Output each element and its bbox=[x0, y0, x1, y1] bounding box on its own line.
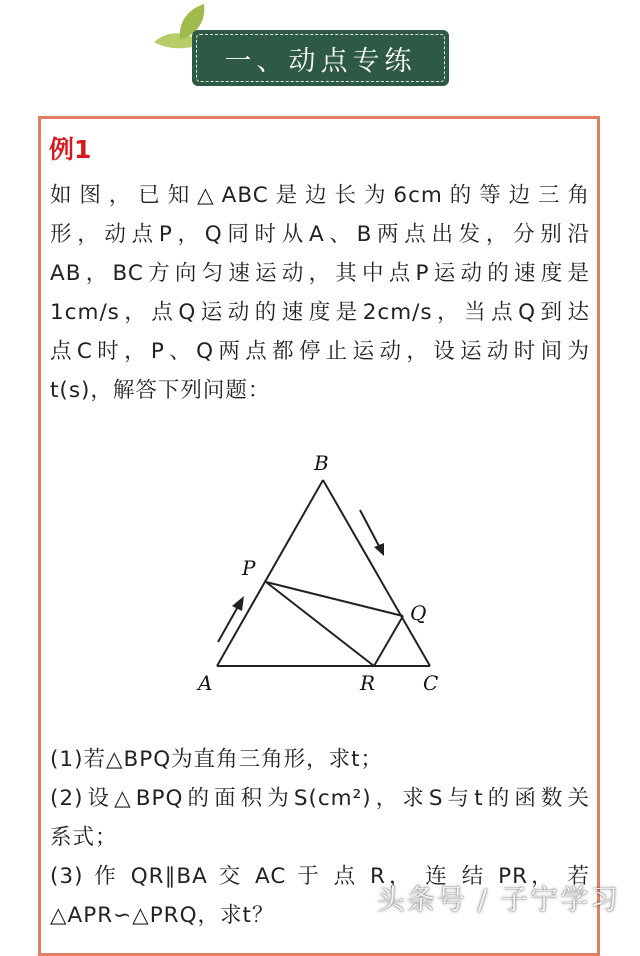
label-c: C bbox=[423, 671, 439, 695]
problem-line: t(s)，解答下列问题： bbox=[50, 378, 271, 403]
problem-line: 点C时，P、Q两点都停止运动，设运动时间为 bbox=[50, 339, 590, 364]
problem-line: 如图，已知△ABC是边长为6cm的等边三角 bbox=[50, 183, 590, 208]
side-ab bbox=[217, 480, 323, 666]
arrow-p-head bbox=[232, 596, 244, 611]
label-q: Q bbox=[410, 601, 427, 625]
question-2-line-2: 系式； bbox=[50, 825, 118, 850]
triangle-diagram bbox=[190, 448, 460, 710]
label-r: R bbox=[360, 671, 376, 695]
example-label: 例1 bbox=[49, 135, 92, 164]
section-banner bbox=[150, 0, 460, 100]
label-p: P bbox=[242, 556, 256, 580]
banner-box bbox=[192, 30, 449, 86]
watermark: 头条号 / 子宁学习 bbox=[376, 883, 620, 916]
problem-line: AB，BC方向匀速运动，其中点P运动的速度是 bbox=[50, 261, 590, 286]
question-3-line-1: (3) 作 QR∥BA 交 AC 于 点 R， 连 结 PR， 若 bbox=[50, 864, 590, 889]
question-1: (1)若△BPQ为直角三角形，求t； bbox=[50, 747, 384, 772]
segment-rq bbox=[374, 616, 403, 666]
label-a: A bbox=[198, 671, 213, 695]
arrow-q-direction bbox=[360, 510, 380, 548]
problem-statement bbox=[50, 176, 590, 410]
question-2-line-1: (2)设△BPQ的面积为S(cm²)，求S与t的函数关 bbox=[50, 786, 590, 811]
triangle-figure bbox=[190, 448, 460, 710]
problem-line: 形，动点P，Q同时从A、B两点出发，分别沿 bbox=[50, 222, 590, 247]
banner-title: 一、动点专练 bbox=[224, 45, 417, 77]
label-b: B bbox=[314, 451, 329, 475]
arrow-p-direction bbox=[218, 603, 240, 642]
problem-line: 1cm/s，点Q运动的速度是2cm/s，当点Q到达 bbox=[50, 300, 590, 325]
question-3-line-2: △APR∽△PRQ，求t？ bbox=[50, 903, 275, 928]
